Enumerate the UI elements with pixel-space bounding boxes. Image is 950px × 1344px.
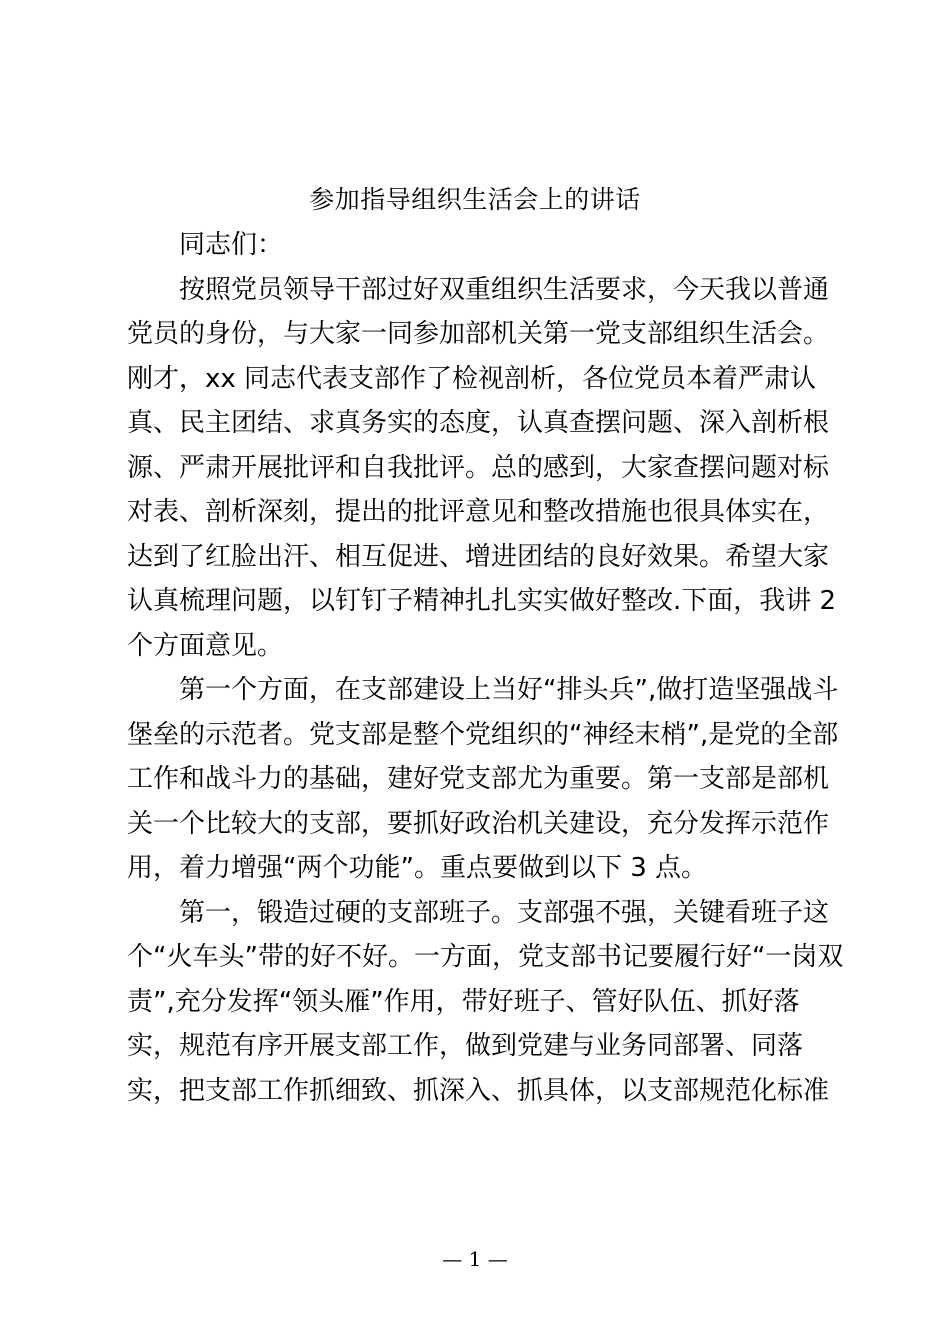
- text-line: 堡垒的示范者。党支部是整个党组织的“神经末梢”,是党的全部: [127, 719, 839, 750]
- text-line: 工作和战斗力的基础，建好党支部尤为重要。第一支部是部机: [127, 764, 830, 794]
- text-line: 个“火车头”带的好不好。一方面，党支部书记要履行好“一岗双: [127, 942, 844, 972]
- text-line: 个方面意见。: [127, 630, 284, 661]
- text-line: 对表、剖析深刻，提出的批评意见和整改措施也很具体实在，: [127, 497, 830, 527]
- text-line: 关一个比较大的支部，要抓好政治机关建设，充分发挥示范作: [127, 808, 830, 839]
- text-line: 第一，锻造过硬的支部班子。支部强不强，关键看班子这: [179, 897, 830, 928]
- text-line: 责”,充分发挥“领头雁”作用，带好班子、管好队伍、抓好落: [127, 986, 800, 1017]
- page-title: 参加指导组织生活会上的讲话: [309, 185, 641, 214]
- text-line: 达到了红脸出汗、相互促进、增进团结的良好效果。希望大家: [127, 541, 830, 572]
- text-line: 真、民主团结、求真务实的态度，认真查摆问题、深入剖析根: [127, 408, 830, 438]
- paragraph-2: [127, 668, 839, 891]
- paragraph-1: [127, 268, 837, 669]
- text-line: 党员的身份，与大家一同参加部机关第一党支部组织生活会。: [127, 319, 830, 349]
- text-line: 第一个方面，在支部建设上当好“排头兵”,做打造坚强战斗: [179, 675, 839, 705]
- text-line: 按照党员领导干部过好双重组织生活要求，今天我以普通: [179, 274, 830, 305]
- text-line: 用，着力增强“两个功能”。重点要做到以下 3 点。: [127, 853, 708, 883]
- salutation: 同志们：: [179, 230, 284, 260]
- text-line: 实，规范有序开展支部工作，做到党建与业务同部署、同落: [127, 1031, 804, 1061]
- document-body: [127, 223, 844, 1113]
- text-line: 认真梳理问题，以钉钉子精神扎扎实实做好整改.下面，我讲 2: [127, 586, 837, 616]
- page-number: — 1 —: [442, 1247, 508, 1271]
- paragraph-3: [127, 891, 844, 1114]
- text-line: 源、严肃开展批评和自我批评。总的感到，大家查摆问题对标: [127, 452, 830, 483]
- text-line: 实，把支部工作抓细致、抓深入、抓具体，以支部规范化标准: [127, 1075, 830, 1106]
- text-line: 刚才，xx 同志代表支部作了检视剖析，各位党员本着严肃认: [127, 363, 817, 394]
